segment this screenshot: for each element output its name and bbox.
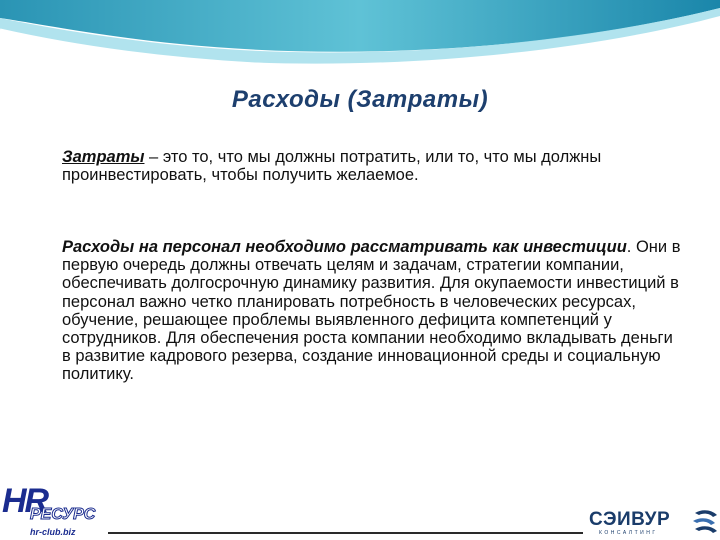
- footer-divider: [108, 532, 583, 534]
- sevur-logo-sub: КОНСАЛТИНГ: [599, 530, 658, 536]
- hr-resurs-logo: [0, 482, 112, 540]
- hr-logo-letters: HR: [2, 482, 48, 520]
- sevur-logo: [583, 505, 720, 540]
- investment-lead: Расходы на персонал необходимо рассматривать как инвестиции: [62, 238, 627, 256]
- hr-logo-word: РЕСУРС: [30, 506, 96, 523]
- hr-logo-site: hr-club.biz: [30, 527, 76, 537]
- slide-title: Расходы (Затраты): [231, 86, 489, 113]
- definition-text: – это то, что мы должны потратить, или то, что мы должны проинвестировать, чтобы получить желаемое.: [62, 148, 602, 185]
- investment-text: . Они в первую очередь должны отвечать целям и задачам, стратегии компании, обеспечивать долгосрочную динамику развития. Для окупаемости инвестиций в персонал важно четко планировать потребность в человеческих ресурсах, обучение, решающее проблемы выявленного дефицита компетенций у сотрудников. Для обеспечения роста компании необходимо вкладывать деньги в развитие кадрового резерва, создание инновационной среды и социальную политику.: [62, 238, 681, 384]
- definition-paragraph: [62, 148, 682, 184]
- investment-paragraph: [62, 238, 682, 384]
- sevur-logo-name: СЭИВУР: [589, 509, 671, 530]
- top-wave-decoration: [0, 0, 720, 80]
- term-zatraty: Затраты: [62, 148, 145, 166]
- sevur-mark-icon: [691, 507, 719, 537]
